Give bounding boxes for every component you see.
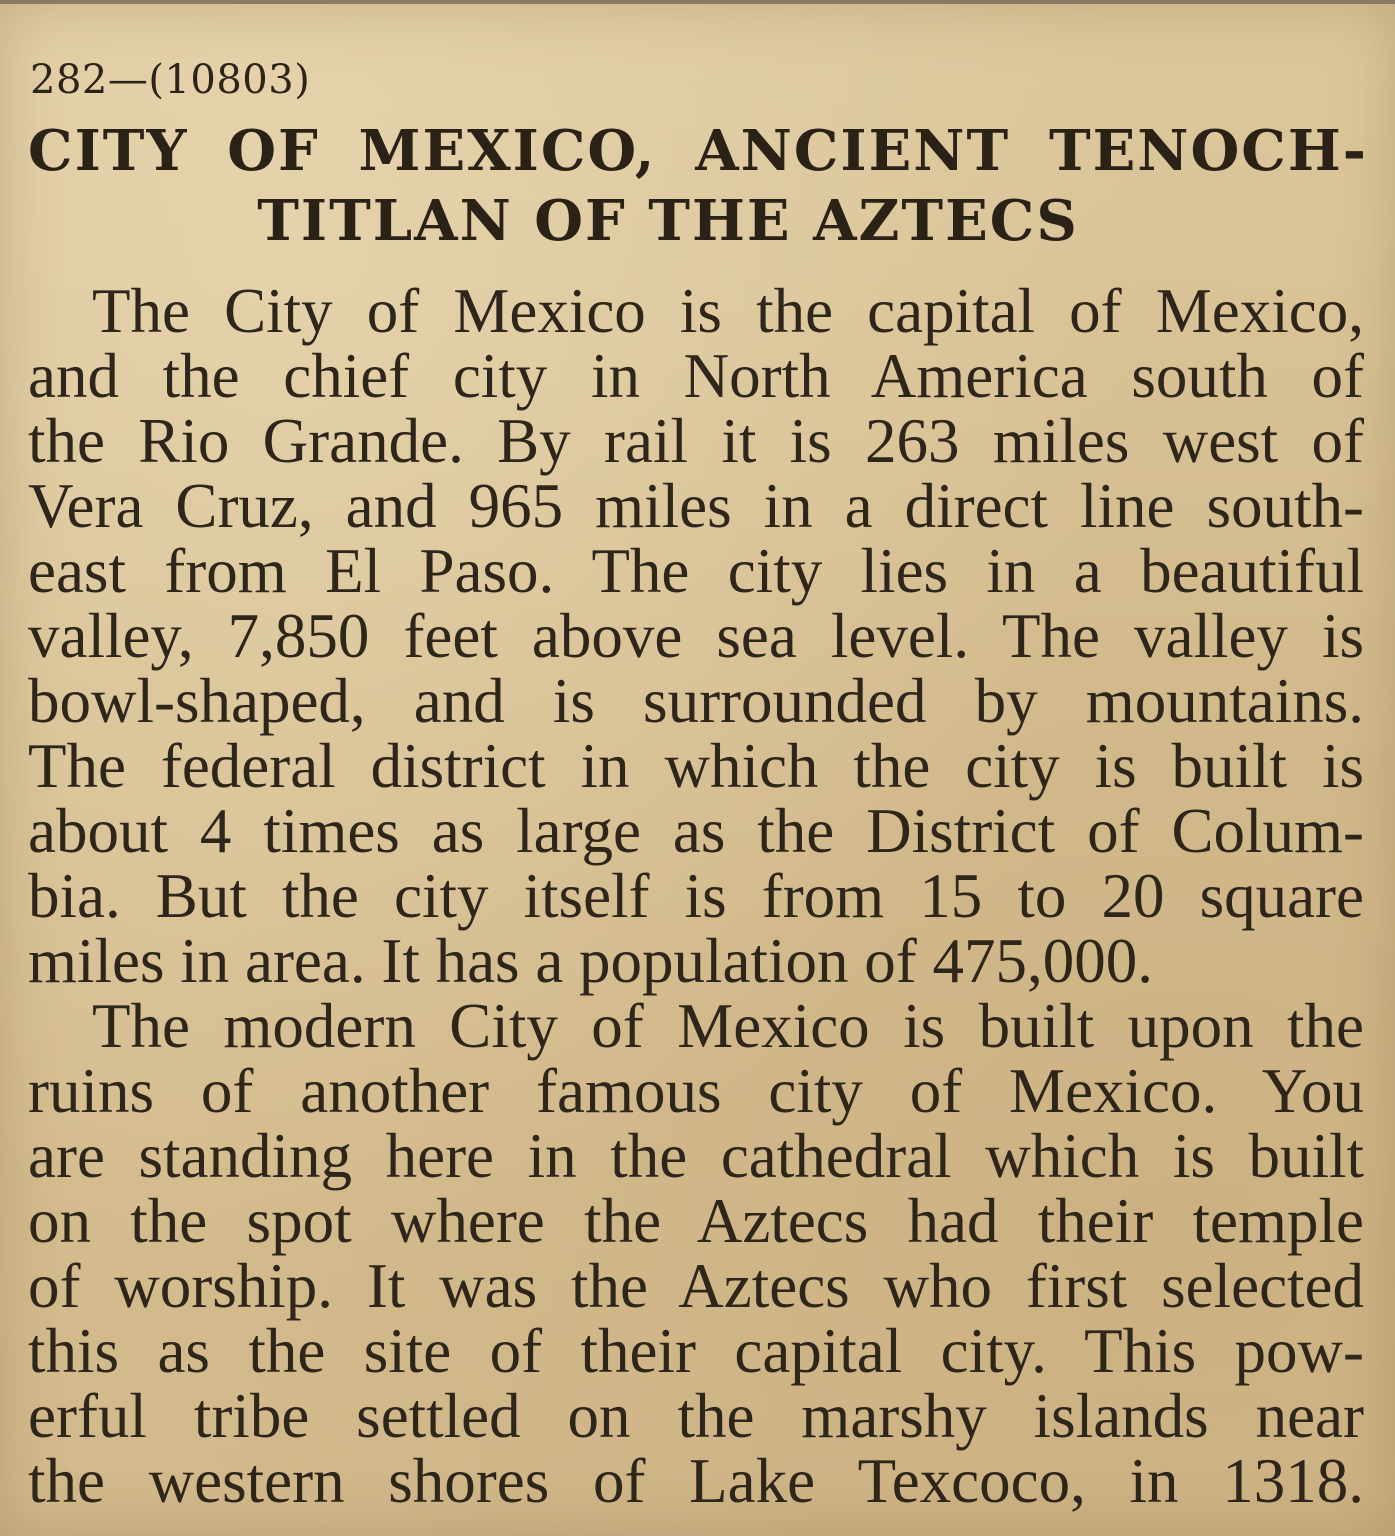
paragraph-2-line: on the spot where the Aztecs had their temple [28,1186,1364,1256]
paragraph-2-line: of worship. It was the Aztecs who first selected [28,1251,1364,1321]
paragraph-1-line: east from El Paso. The city lies in a beautiful [28,536,1364,606]
title-line-1: CITY OF MEXICO, ANCIENT TENOCH- [28,118,1368,184]
paragraph-1-line: Vera Cruz, and 965 miles in a direct line south- [28,471,1364,541]
paragraph-2-line: The modern City of Mexico is built upon the [92,991,1364,1061]
title-line-2: TITLAN OF THE AZTECS [257,188,1079,254]
card-body [28,276,1364,1516]
paragraph-2-line: this as the site of their capital city. This pow- [28,1316,1364,1386]
paragraph-1-line: about 4 times as large as the District of Colum- [28,796,1364,866]
catalog-number: 282—(10803) [30,57,311,103]
paragraph-2-line: the western shores of Lake Texcoco, in 1318. [28,1446,1364,1516]
paragraph-1-line: valley, 7,850 feet above sea level. The valley is [28,601,1364,671]
paragraph-1-line: miles in area. It has a population of 475,000. [28,926,1153,996]
paragraph-2-line: are standing here in the cathedral which is built [28,1121,1364,1191]
card-title [28,116,1368,256]
paragraph-1 [28,276,1364,996]
paragraph-1-line: and the chief city in North America south of [28,341,1364,411]
paragraph-2 [28,991,1364,1516]
paragraph-1-line: bia. But the city itself is from 15 to 20 square [28,861,1364,931]
paragraph-1-line: the Rio Grande. By rail it is 263 miles west of [28,406,1364,476]
paragraph-2-line: ruins of another famous city of Mexico. You [28,1056,1364,1126]
paragraph-1-line: bowl-shaped, and is surrounded by mountains. [28,666,1364,736]
paragraph-1-line: The federal district in which the city is built is [28,731,1364,801]
paragraph-1-line: The City of Mexico is the capital of Mexico, [92,276,1364,346]
paragraph-2-line: erful tribe settled on the marshy islands near [28,1381,1364,1451]
